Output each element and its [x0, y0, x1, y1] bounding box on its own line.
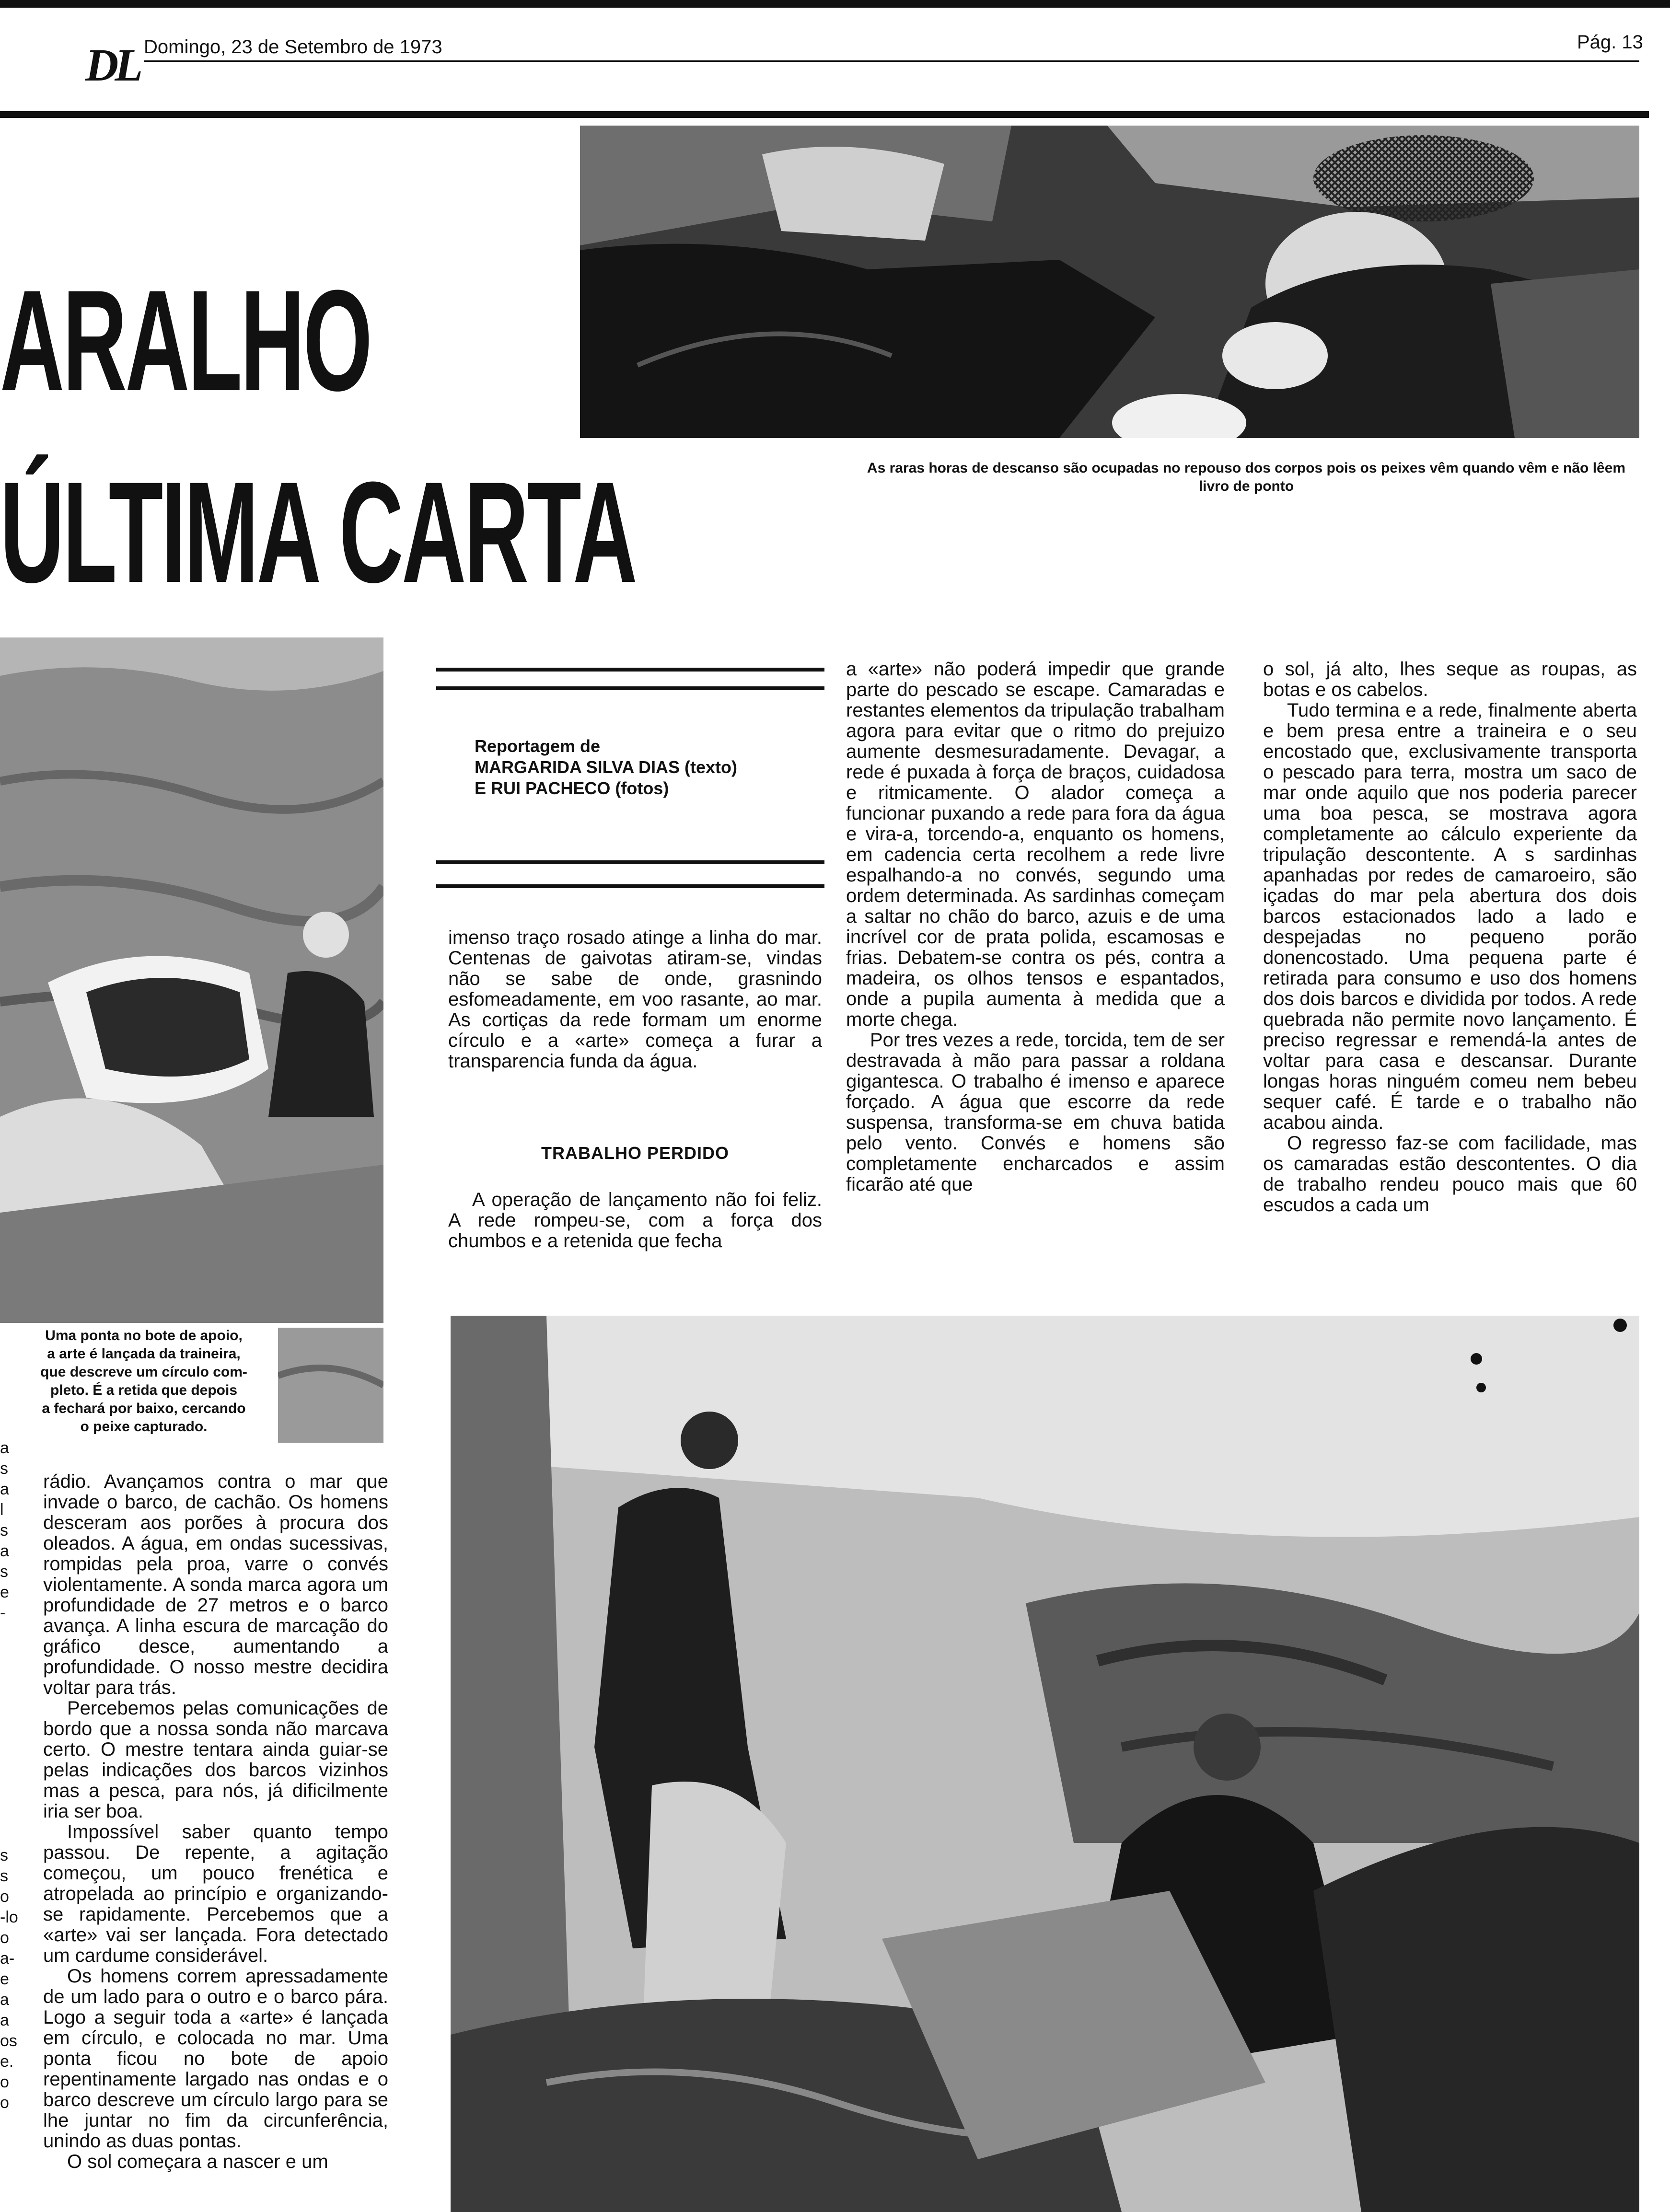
headline-line-1: ARALHO — [0, 260, 371, 421]
top-edge-strip — [0, 0, 1670, 8]
margin-fragment: o — [0, 1929, 9, 1947]
article-column-fourth — [1263, 659, 1637, 1216]
caption-left-line-2: a arte é lançada da traineira, — [47, 1346, 241, 1362]
paragraph: A operação de lançamento não foi feliz. A rede rompeu-se, com a força dos chumbos e a retenida que fecha — [448, 1189, 822, 1251]
headline-line-2: ÚLTIMA CARTA — [0, 452, 636, 613]
newspaper-logo: DL — [85, 39, 139, 91]
caption-left-line-5: a fechará por baixo, cercando — [42, 1401, 246, 1416]
caption-left-line-3: que descreve um círculo com- — [40, 1364, 247, 1380]
paragraph: O sol começara a nascer e um — [67, 2151, 328, 2172]
paragraph: rádio. Avançamos contra o mar que invade o barco, de cachão. Os homens desceram aos porões à procura dos oleados. A água, em ondas sucessivas, rompidas pela proa, varre o convés violentamente. A sonda marca agora um profundidade de 27 metros e o barco avança. A linha escura de marcação do gráfico desce, aumentando a profundidade. O nosso mestre decidira voltar para trás. — [43, 1471, 388, 1698]
photo-support-boat — [0, 637, 383, 1323]
margin-fragment: a — [0, 1439, 9, 1457]
masthead-rule — [144, 60, 1639, 62]
paragraph: O regresso faz-se com facilidade, mas os camaradas estão descontentes. O dia de trabalho rendeu pouco mais que 60 escudos a cada um — [1263, 1133, 1637, 1216]
margin-fragment: a- — [0, 1949, 15, 1968]
subheading-trabalho-perdido: TRABALHO PERDIDO — [541, 1143, 729, 1163]
margin-fragment: s — [0, 1563, 8, 1581]
margin-fragment: - — [0, 1604, 6, 1622]
paragraph: Percebemos pelas comunicações de bordo que a nossa sonda não marcava certo. O mestre tentara ainda guiar-se pelas indicações dos barcos vizinhos mas a pesca, para nós, já dificilmente iria ser boa. — [43, 1698, 388, 1822]
margin-fragment: e — [0, 1970, 9, 1988]
paragraph: o sol, já alto, lhes seque as roupas, as botas e os cabelos. — [1263, 659, 1637, 700]
byline — [475, 736, 820, 799]
margin-fragment: o — [0, 1888, 9, 1906]
margin-fragments — [0, 1438, 19, 1623]
photo-left-lower-strip — [278, 1328, 383, 1443]
margin-fragment: a — [0, 1480, 9, 1498]
caption-left-line-6: o peixe capturado. — [80, 1419, 208, 1435]
margin-fragment: e. — [0, 2052, 14, 2071]
caption-left-line-1: Uma ponta no bote de apoio, — [45, 1328, 243, 1343]
margin-fragment: s — [0, 1846, 8, 1865]
article-column-third — [846, 659, 1225, 1195]
paragraph: Por tres vezes a rede, torcida, tem de ser destravada à mão para passar a roldana gigantesca. O trabalho é imenso e aparece forçado. A água que escorre da rede suspensa, transforma-se em chuva batida pelo vento. Convés e homens são completamente encharcados e assim ficarão até que — [846, 1030, 1225, 1195]
margin-fragment: a — [0, 1991, 9, 2009]
margin-fragment: s — [0, 1521, 8, 1540]
article-column-left — [43, 1471, 388, 2172]
issue-date: Domingo, 23 de Setembro de 1973 — [144, 36, 442, 58]
paragraph: Os homens correm apressadamente de um lado para o outro e o barco pára. Logo a seguir toda a «arte» é lançada em círculo, e colocada no mar. Uma ponta ficou no bote de apoio repentinamente largado nas ondas e o barco descreve um círculo largo para se lhe juntar no fim da circunferência, unindo as duas pontas. — [43, 1966, 388, 2152]
margin-fragment: s — [0, 1867, 8, 1885]
margin-fragment: -lo — [0, 1908, 18, 1926]
section-heavy-rule — [0, 111, 1649, 118]
margin-fragment: e — [0, 1583, 9, 1601]
byline-rule-top-1 — [436, 668, 824, 672]
margin-fragment: os — [0, 2032, 17, 2050]
byline-author-2: E RUI PACHECO (fotos) — [475, 778, 669, 798]
caption-left-line-4: pleto. É a retida que depois — [50, 1382, 238, 1398]
page-number: Pág. 13 — [1577, 32, 1643, 53]
byline-rule-bottom-1 — [436, 860, 824, 864]
paragraph: Tudo termina e a rede, finalmente aberta e bem presa entre a traineira e o seu encostado que, exclusivamente transporta o pescado para terra, mostra um saco de mar onde aquilo que nos poderia parecer uma boa pesca, se mostrava agora completamente ao cálculo experiente da tripulação descontente. A s sardinhas apanhadas por redes de camaroeiro, são içadas do mar pela abertura dos dois barcos estacionados lado a lado e despejadas no pequeno porão donencostado. Uma pequena parte é retirada para consumo e uso dos homens dos dois barcos e dividida por todos. A rede quebrada não permite novo lançamento. É preciso regressar e remendá-la antes de voltar para casa e descansar. Durante longas horas ninguém comeu nem bebeu sequer café. É tarde e o trabalho não acabou ainda. — [1263, 700, 1637, 1133]
paragraph: a «arte» não poderá impedir que grande parte do pescado se escape. Camaradas e restantes elementos da tripulação trabalham agora para evitar que o ritmo do prejuizo aumente desmesuradamente. Devagar, a rede é puxada à força de braços, cuidadosa e ritmicamente. O alador começa a funcionar puxando a rede para fora da água e vira-a, torcendo-a, enquanto os homens, em cadencia certa recolhem a rede livre espalhando-a no convés, segundo uma ordem determinada. As sardinhas começam a saltar no chão do barco, azuis e de uma incrível cor de prata polida, escamosas e frias. Debatem-se contra os pés, contra a madeira, os olhos tensos e espantados, onde a pupila aumenta à medida que a morte chega. — [846, 659, 1225, 1030]
caption-top-photo: As raras horas de descanso são ocupadas no repouso dos corpos pois os peixes vêm quando vêm e não lêem livro de ponto — [867, 460, 1626, 494]
caption-left-photo — [10, 1327, 278, 1436]
photo-resting-fishermen — [580, 126, 1639, 438]
margin-fragment: a — [0, 1542, 9, 1560]
margin-fragment: a — [0, 2011, 9, 2029]
byline-author-1: MARGARIDA SILVA DIAS (texto) — [475, 757, 737, 777]
margin-fragments-lower — [0, 1845, 19, 2113]
article-column-middle-continued — [448, 1190, 822, 1251]
paragraph: Impossível saber quanto tempo passou. De repente, a agitação começou, um pouco frenética e atropelada ao princípio e organizando-se rapidamente. Percebemos que a «arte» vai ser lançada. Fora detectado um cardume considerável. — [43, 1821, 388, 1966]
margin-fragment: o — [0, 2094, 9, 2112]
photo-hauling-net — [451, 1316, 1639, 2212]
article-column-middle — [448, 927, 822, 1072]
byline-rule-top-2 — [436, 686, 824, 690]
margin-fragment: s — [0, 1459, 8, 1478]
paragraph: imenso traço rosado atinge a linha do mar. Centenas de gaivotas atiram-se, vindas não se sabe de onde, grasnindo esfomeadamente, em voo rasante, ao mar. As cortiças da rede formam um enorme círculo e a «arte» começa a furar a transparencia funda da água. — [448, 927, 822, 1072]
margin-fragment: l — [0, 1501, 4, 1519]
margin-fragment: o — [0, 2073, 9, 2091]
byline-rule-bottom-2 — [436, 884, 824, 888]
byline-line-1: Reportagem de — [475, 736, 601, 756]
